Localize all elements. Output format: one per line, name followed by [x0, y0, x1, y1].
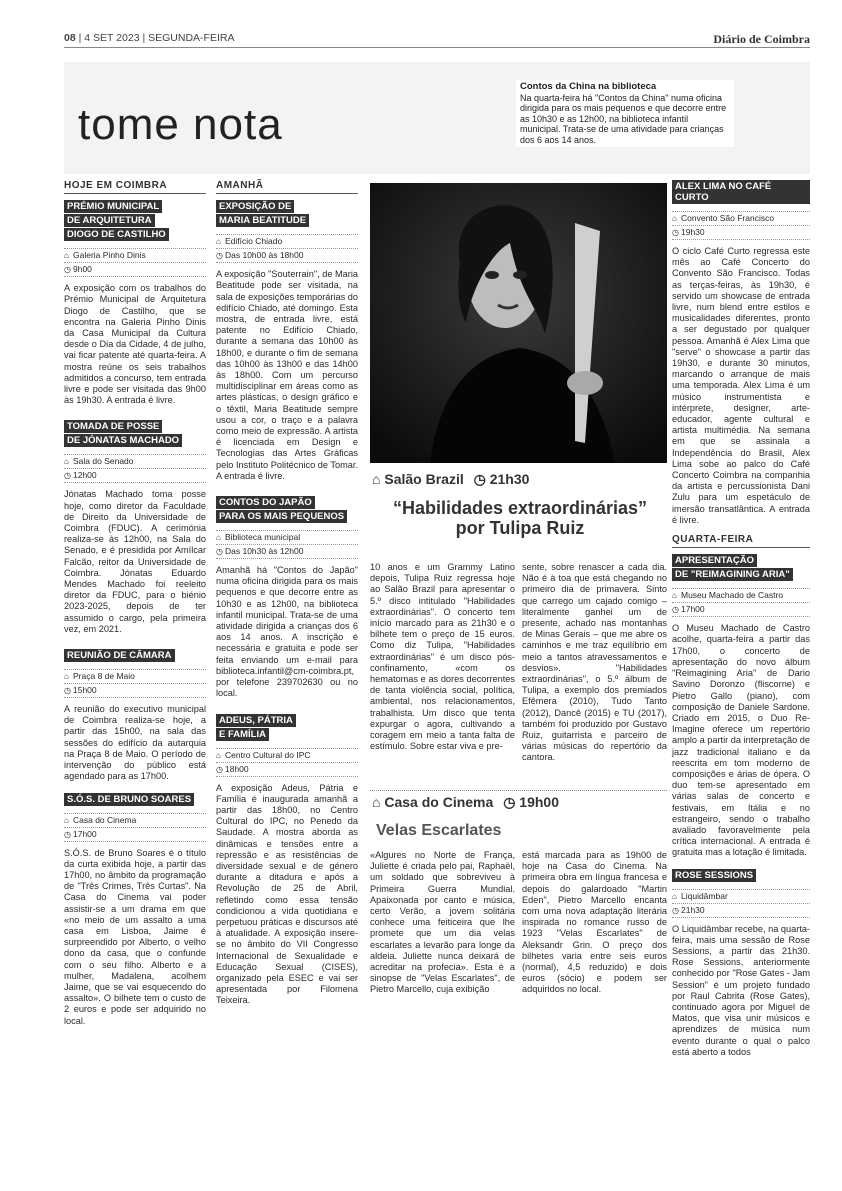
event-item [672, 554, 810, 858]
event-tag: PARA OS MAIS PEQUENOS [216, 510, 347, 523]
photo-caption [516, 80, 734, 147]
event-tag: DIOGO DE CASTILHO [64, 228, 169, 241]
issue-date: 4 SET 2023 [84, 32, 140, 44]
home-icon: ⌂ [216, 237, 221, 247]
caption-title: Contos da China na biblioteca [520, 81, 657, 92]
clock-icon: ◷ [672, 605, 679, 615]
event-place: ⌂ Praça 8 de Maio [64, 670, 206, 684]
event-time: ◷ 19h30 [672, 226, 810, 240]
page-number: 08 [64, 32, 76, 44]
clock-icon: ◷ [64, 471, 71, 481]
event-time: ◷ 17h00 [672, 603, 810, 617]
event-text: A reunião do executivo municipal de Coimbra realiza-se hoje, a partir das 15h00, na sala das sessões do edifício da autarquia na Praça 8 de Maio. O período de intervenção do público está agendado para as 17h00. [64, 704, 206, 782]
event-tag: E FAMÍLIA [216, 728, 269, 741]
header-divider [64, 47, 810, 48]
home-icon: ⌂ [216, 533, 221, 543]
event-tag: TOMADA DE POSSE [64, 420, 162, 433]
feature-text-col-a: 10 anos e um Grammy Latino depois, Tulipa Ruiz regressa hoje ao Salão Brazil para apresentar o 5.º disco intitulado "Habilidades extraordinárias". O concerto tem início marcado para as 21h30 e o bilhete tem o preço de 15 euros. Como diz Tulipa, "Habilidades extraordinárias" é um disco pós-confinamento, «com os hematomas e as dores decorrentes de tanta violência social, política, ambiental, nos relacionamentos, trabalhista. Um disco que tenta expurgar o agora, cultivando a coragem em meio a tanta falta de estímulo. Sobre estar viva e pre- [370, 562, 515, 752]
event-text: S.Ó.S. de Bruno Soares é o título da curta exibida hoje, a partir das 17h00, no âmbito da programação de "Três Crimes, Três Curtas". Na Casa do Cinema vai poder assistir-se a um drama em que «no meio de um assalto a uma casa em Lisboa, Jaime é surpreendido por Alberto, o velho dono da casa, que o confunde com o seu filho. Alberto e a mulher, Madalena, acolhem Jaime, que se vai esquecendo do assalto». O bilhete tem o custo de 2 euros e pode ser adquirido no local. [64, 847, 206, 1026]
event-place: ⌂ Sala do Senado [64, 455, 206, 469]
event-tag: APRESENTAÇÃO [672, 554, 757, 567]
event-item [216, 200, 358, 482]
event-item [64, 793, 206, 1027]
clock-icon: ◷ [64, 265, 71, 275]
event-place: ⌂ Centro Cultural do IPC [216, 749, 358, 763]
event-item [64, 649, 206, 782]
clock-icon: ◷ [672, 905, 679, 915]
clock-icon: ◷ [672, 228, 679, 237]
event-time: ◷ 21h30 [672, 904, 810, 918]
home-icon: ⌂ [672, 214, 677, 223]
tulipa-ruiz-photo [370, 183, 667, 463]
event-tag: ROSE SESSIONS [672, 869, 756, 882]
event-item [64, 200, 206, 406]
weekday: SEGUNDA-FEIRA [148, 32, 235, 44]
clock-icon: ◷ [503, 794, 516, 810]
event-tag: ADEUS, PÁTRIA [216, 714, 296, 727]
feature2-headline: Velas Escarlates [376, 822, 502, 839]
event-tag: PRÉMIO MUNICIPAL [64, 200, 162, 213]
home-icon: ⌂ [372, 794, 381, 810]
event-tag: ALEX LIMA NO CAFÉ CURTO [672, 180, 810, 204]
photo-illustration [370, 183, 667, 463]
feature2-text-col-b: está marcada para as 19h00 de hoje na Casa do Cinema. Na primeira obra em língua francesa e depois do galardoado "Martin Eden", Pietro Marcello encanta com uma nova adaptação literária inspirada no romance russo de 1923 "Velas Escarlates" de Aleksandr Grin. O preço dos bilhetes varia entre seis euros (normal), 4,5 reduzido) e dois euros (sócio) e podem ser adquiridos no local. [522, 850, 667, 995]
feature-divider [370, 790, 667, 791]
event-item [672, 180, 810, 526]
event-text: A exposição com os trabalhos do Prémio Municipal de Arquitetura Diogo de Castilho, que se encontra na Galeria Pinho Dinis da Casa Municipal da Cultura desde o Dia da Cidade, 4 de julho, vai ficar patente até quarta-feira. A mostra reúne os seis trabalhos admitidos a concurso, tem entrada livre e pode ser visitada das 9h00 às 19h30. A entrada é livre. [64, 283, 206, 406]
event-place: ⌂ Galeria Pinho Dinis [64, 249, 206, 263]
home-icon: ⌂ [672, 891, 677, 901]
section-heading: QUARTA-FEIRA [672, 534, 810, 548]
home-icon: ⌂ [64, 251, 69, 261]
clock-icon: ◷ [216, 764, 223, 774]
event-text: O ciclo Café Curto regressa este mês ao Café Concerto do Convento São Francisco. Todas as terças-feiras, às 19h30, é servido um showcase de entrada livre, num blend entre estilos e musicalidades diferentes, pronto a ser degustado por qualquer pessoa. Amanhã é Alex Lima que "serve" o showcase a partir das 19h30, e durante 30 minutos, marcando o arranque de mais uma temporada. Alex Lima é um músico instrumentista e intérprete, designer, arte-educador, agente cultural e artista multimédia. Na semana em que se assinala a Independência do Brasil, Alex Lima sobe ao palco do Café Concerto Coimbra na companhia da artista e percussionista Dani Zulu para um espetáculo de imersão transatlântica. A entrada é livre. [672, 246, 810, 525]
clock-icon: ◷ [216, 251, 223, 261]
clock-icon: ◷ [216, 547, 223, 557]
home-icon: ⌂ [64, 457, 69, 467]
event-place: ⌂ Edifício Chiado [216, 235, 358, 249]
clock-icon: ◷ [473, 471, 486, 487]
event-tag: DE JÓNATAS MACHADO [64, 434, 182, 447]
clock-icon: ◷ [64, 686, 71, 696]
home-icon: ⌂ [64, 672, 69, 682]
event-place: ⌂ Museu Machado de Castro [672, 589, 810, 603]
event-item [216, 714, 358, 1007]
event-tag: DE "REIMAGINING ARIA" [672, 568, 793, 581]
caption-text: Na quarta-feira há "Contos da China" numa oficina dirigida para os mais pequenos e que decorre entre as 10h30 e as 12h00, na biblioteca infantil municipal. Trata-se de uma atividade para crianças dos 6 aos 14 anos. [520, 92, 727, 145]
event-tag: CONTOS DO JAPÃO [216, 496, 315, 509]
feature2-text-col-a: «Algures no Norte de França, Juliette é criada pelo pai, Raphaël, um soldado que sobreviveu à Primeira Guerra Mundial. Apaixonada por canto e música, certo Verão, a jovem solitária conhece uma feiticeira que lhe promete que um dia velas escarlates a levarão para longe da aldeia. Juliette nunca deixará de acreditar na profecia». Esta é a sinopse de "Velas Escarlates", de Pietro Marcello, cuja exibição [370, 850, 515, 995]
home-icon: ⌂ [672, 591, 677, 601]
event-tag: REUNIÃO DE CÂMARA [64, 649, 175, 662]
event-text: Jónatas Machado toma posse hoje, como diretor da Faculdade de Direito da Universidade de Coimbra (FDUC). A cerimónia realiza-se às 12h00, na Sala do Senado, e é presidida por Amílcar Falcão, reitor da Universidade de Coimbra. Jónatas Eduardo Mendes Machado foi reeleito diretor da FDUC, para o biénio 2023-2025, depois de ter assumido o cargo, pela primeira vez, em 2021. [64, 489, 206, 634]
event-text: O Museu Machado de Castro acolhe, quarta-feira a partir das 17h00, o concerto de apresentação do novo álbum "Reimagining Aria" de Dario Savino Doronzo (fliscorne) e Pietro Gallo (piano), com composição de Daniele Sardone. Criado em 2015, o Duo Re-Imagine oferece um repertório amplo a partir da interpretação de jazz tradicional italiano e da reescrita em tom moderno de composições e árias de ópera. O duo tem-se apresentado em várias salas de concerto e festivais, em Itália e no estrangeiro, sendo o trabalho avaliado favoravelmente pela crítica internacional. A entrada é gratuita mas a lotação é limitada. [672, 623, 810, 858]
column-hoje [64, 180, 206, 1033]
event-tag: MARIA BEATITUDE [216, 214, 309, 227]
event-time: ◷ 17h00 [64, 828, 206, 842]
venue-line: ⌂ Casa do Cinema ◷ 19h00 [372, 794, 559, 810]
event-time: ◷ Das 10h30 às 12h00 [216, 545, 358, 559]
page-title: tome nota [78, 100, 283, 149]
clock-icon: ◷ [64, 829, 71, 839]
event-text: A exposição "Souterrain", de Maria Beatitude pode ser visitada, na sala de exposições temporárias do edifício Chiado, até domingo. Esta mostra, de entrada livre, está patente no Edifício Chiado, durante a semana das 10h00 às 18h00, e durante o fim de semana das 10h00 às 13h00 e das 14h00 às 18h00. Com um percurso multidisciplinar em áreas como as artes plásticas, o design gráfico e o têxtil, Maria Beatitude sempre usou a cor, o traço e a palavra como meio de expressão. A artista é licenciada em Design e Tecnologias das Artes Gráficas pelo Instituto Politécnico de Tomar. A entrada é livre. [216, 269, 358, 481]
event-place: ⌂ Casa do Cinema [64, 814, 206, 828]
event-item [64, 420, 206, 635]
event-time: ◷ 12h00 [64, 469, 206, 483]
section-heading: HOJE EM COIMBRA [64, 180, 206, 194]
home-icon: ⌂ [372, 471, 381, 487]
event-item [216, 496, 358, 699]
column-right [672, 180, 810, 1064]
event-place: ⌂ Convento São Francisco [672, 212, 810, 226]
event-time: ◷ Das 10h00 às 18h00 [216, 249, 358, 263]
event-tag: S.Ó.S. DE BRUNO SOARES [64, 793, 194, 806]
feature-text-col-b: sente, sobre renascer a cada dia. Não é à toa que está chegando no primeiro dia de primavera. Sinto que carrego um cajado comigo – literalmente ganhei um de presente, achado nas montanhas de Minas Gerais – que me abre os caminhos e me traz equilíbrio em meio a tantos atravessamentos e desvios». "Habilidades extraordinárias", o 5.º álbum de Tulipa, a exemplo dos premiados Efêmera (2010), Tudo Tanto (2012), Dancê (2015) e TU (2017), também foi produzido por Gustavo Ruiz, guitarrista e parceiro de várias músicas do repertório da cantora. [522, 562, 667, 763]
home-icon: ⌂ [64, 815, 69, 825]
page-header: 08 | 4 SET 2023 | SEGUNDA-FEIRA Diário de Coimbra [64, 32, 810, 46]
event-time: ◷ 15h00 [64, 684, 206, 698]
feature-salao-brazil [372, 471, 668, 488]
venue-line: ⌂ Salão Brazil ◷ 21h30 [372, 471, 530, 487]
event-tag: DE ARQUITETURA [64, 214, 155, 227]
feature-headline: “Habilidades extraordinárias” por Tulipa Ruiz [392, 498, 648, 538]
event-text: O Liquidâmbar recebe, na quarta-feira, mais uma sessão de Rose Sessions, a partir das 21h30. Rose Sessions, anteriormente conhecido por "Rose Gates - Jam Session" é um projeto fundado por Raul Cabrita (Rose Gates), continuado agora por Miguel de Matos, que visa unir músicos e aprendizes de música num evento durante o qual o palco está aberto a todos [672, 923, 810, 1057]
event-tag: EXPOSIÇÃO DE [216, 200, 294, 213]
column-amanha [216, 180, 358, 1013]
event-text: Amanhã há "Contos do Japão" numa oficina dirigida para os mais pequenos e que decorre entre as 10h30 e as 12h00, na biblioteca infantil municipal. Trata-se de uma atividade dirigida a crianças dos 6 aos 14 anos. A inscrição é necessária e gratuita e pode ser feita enviando um e-mail para biblioteca.infantil@cm-coimbra.pt, por telefone 239702630 ou no local. [216, 565, 358, 699]
event-time: ◷ 9h00 [64, 263, 206, 277]
event-place: ⌂ Biblioteca municipal [216, 531, 358, 545]
feature-casa-cinema [372, 794, 668, 811]
section-heading: AMANHÃ [216, 180, 358, 194]
publication-name: Diário de Coimbra [713, 32, 810, 46]
home-icon: ⌂ [216, 750, 221, 760]
event-text: A exposição Adeus, Pátria e Família é inaugurada amanhã a partir das 18h00, no Centro Cultural do IPC, no Penedo da Saudade. A mostra aborda as dinâmicas e tensões entre a repressão e as resistências de diversidade sexual e de género durante a ditadura e após a Revolução de 25 de Abril, refletindo como essa tensão condicionou a vida quotidiana e perpetuou práticas e discursos até à atualidade. A exposição insere-se no âmbito do VII Congresso Internacional de Sexualidade e Educação Sexual (CISES), organizado pela ESEC e vai ser apresentada por Filomena Teixeira. [216, 782, 358, 1006]
event-item [672, 869, 810, 1058]
event-time: ◷ 18h00 [216, 763, 358, 777]
event-place: ⌂ Liquidâmbar [672, 890, 810, 904]
